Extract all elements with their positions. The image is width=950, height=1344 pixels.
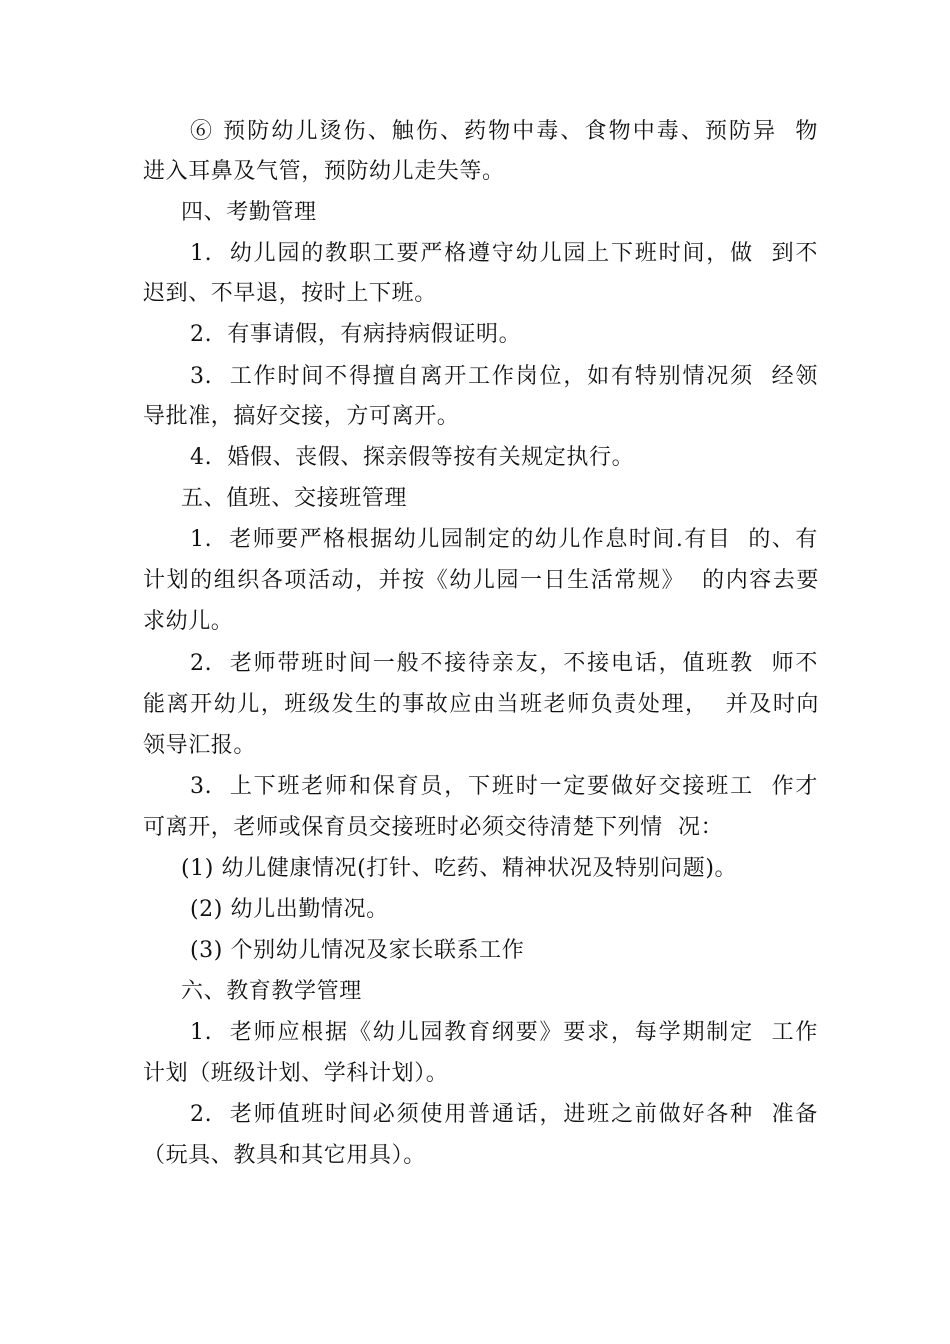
text-line: 1. 老师应根据《幼儿园教育纲要》要求，每学期制定 工作 [190, 1020, 818, 1045]
text-line: 2. 老师带班时间一般不接待亲友，不接电话，值班教 师不 [190, 651, 818, 676]
text-line: 3. 工作时间不得擅自离开工作岗位，如有特别情况须 经领 [190, 364, 818, 389]
section-heading: 四、考勤管理 [181, 200, 317, 225]
text-line: （玩具、教具和其它用具）。 [143, 1143, 426, 1168]
list-item: (1) 幼儿健康情况(打针、吃药、精神状况及特别问题)。 [181, 856, 738, 881]
text-line: 1. 老师要严格根据幼儿园制定的幼儿作息时间.有目 的、有 [190, 527, 818, 552]
text-line: 能离开幼儿，班级发生的事故应由当班老师负责处理， 并及时向 [143, 692, 819, 717]
text-line: 计划（班级计划、学科计划）。 [143, 1061, 449, 1086]
text-line: 进入耳鼻及气管，预防幼儿走失等。 [143, 159, 505, 184]
text-line: 导批准，搞好交接，方可离开。 [143, 404, 460, 429]
text-line: 4. 婚假、丧假、探亲假等按有关规定执行。 [190, 445, 635, 470]
text-line: 计划的组织各项活动，并按《幼儿园一日生活常规》 的内容去要 [143, 568, 819, 593]
text-line: 2. 有事请假，有病持病假证明。 [190, 322, 522, 347]
section-heading: 五、值班、交接班管理 [181, 486, 408, 511]
text-line: 领导汇报。 [143, 733, 257, 758]
list-item: (3) 个别幼儿情况及家长联系工作 [190, 938, 525, 963]
text-line: 可离开，老师或保育员交接班时必须交待清楚下列情 况： [143, 815, 724, 840]
text-line: ⑥ 预防幼儿烫伤、触伤、药物中毒、食物中毒、预防异 物 [190, 119, 818, 144]
text-line: 求幼儿。 [143, 609, 234, 634]
text-line: 2. 老师值班时间必须使用普通话，进班之前做好各种 准备 [190, 1102, 818, 1127]
text-line: 3. 上下班老师和保育员，下班时一定要做好交接班工 作才 [190, 774, 818, 799]
text-line: 迟到、不早退，按时上下班。 [143, 281, 437, 306]
list-item: (2) 幼儿出勤情况。 [190, 897, 389, 922]
text-line: 1. 幼儿园的教职工要严格遵守幼儿园上下班时间，做 到不 [190, 241, 818, 266]
section-heading: 六、教育教学管理 [181, 979, 362, 1004]
